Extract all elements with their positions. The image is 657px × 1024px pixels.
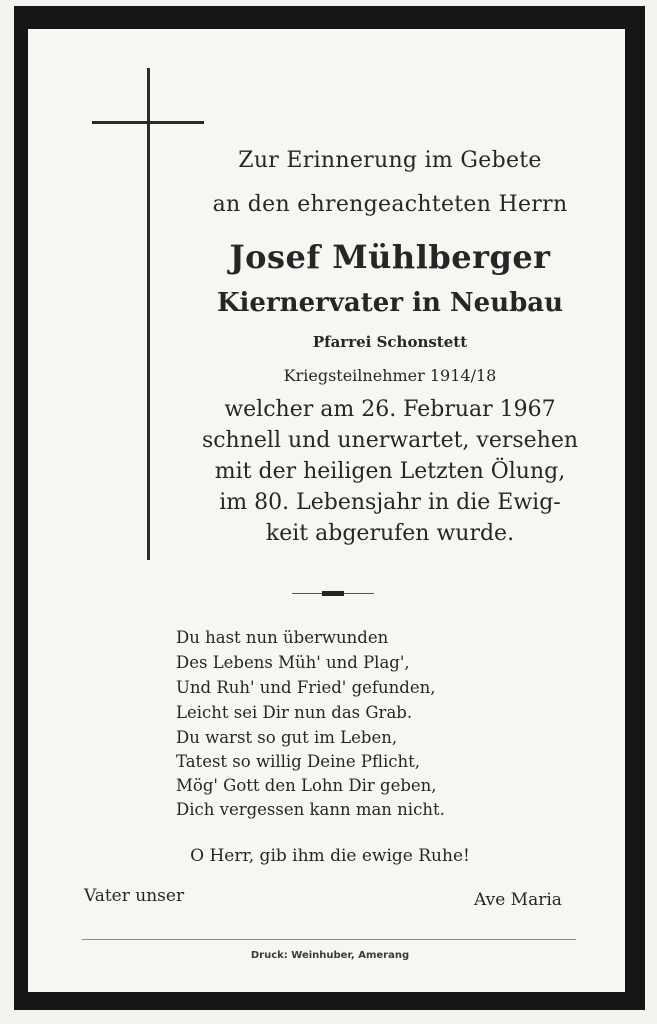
- parish: Pfarrei Schonstett: [312, 333, 468, 351]
- cross-icon-bar: [92, 121, 204, 124]
- poem-line: Dich vergessen kann man nicht.: [176, 800, 445, 819]
- poem-line: Und Ruh' und Fried' gefunden,: [176, 678, 436, 697]
- deceased-title: Kiernervater in Neubau: [216, 288, 564, 318]
- poem-line: Du hast nun überwunden: [176, 628, 389, 647]
- divider-ornament-center: [322, 591, 344, 596]
- death-line: welcher am 26. Februar 1967: [224, 397, 556, 422]
- death-line: keit abgerufen wurde.: [265, 521, 515, 546]
- closing-prayer: O Herr, gib ihm die ewige Ruhe!: [190, 846, 470, 866]
- divider-ornament: [292, 593, 322, 594]
- poem-line: Tatest so willig Deine Pflicht,: [176, 752, 421, 771]
- veteran-note: Kriegsteilnehmer 1914/18: [283, 366, 497, 385]
- vater-unser: Vater unser: [84, 886, 185, 906]
- poem-line: Du warst so gut im Leben,: [176, 728, 398, 747]
- ave-maria: Ave Maria: [474, 890, 562, 910]
- intro-line-2: an den ehrengeachteten Herrn: [212, 192, 568, 217]
- poem-line: Mög' Gott den Lohn Dir geben,: [176, 776, 437, 795]
- cross-icon: [147, 68, 150, 560]
- death-line: schnell und unerwartet, versehen: [201, 428, 579, 453]
- divider-ornament: [344, 593, 374, 594]
- intro-line-1: Zur Erinnerung im Gebete: [238, 148, 542, 173]
- death-line: mit der heiligen Letzten Ölung,: [214, 459, 566, 484]
- poem-line: Leicht sei Dir nun das Grab.: [176, 703, 413, 722]
- death-line: im 80. Lebensjahr in die Ewig-: [219, 490, 561, 515]
- poem-line: Des Lebens Müh' und Plag',: [176, 653, 410, 672]
- footer-rule: [82, 939, 576, 940]
- deceased-name: Josef Mühlberger: [229, 238, 551, 276]
- printer-credit: Druck: Weinhuber, Amerang: [250, 950, 410, 961]
